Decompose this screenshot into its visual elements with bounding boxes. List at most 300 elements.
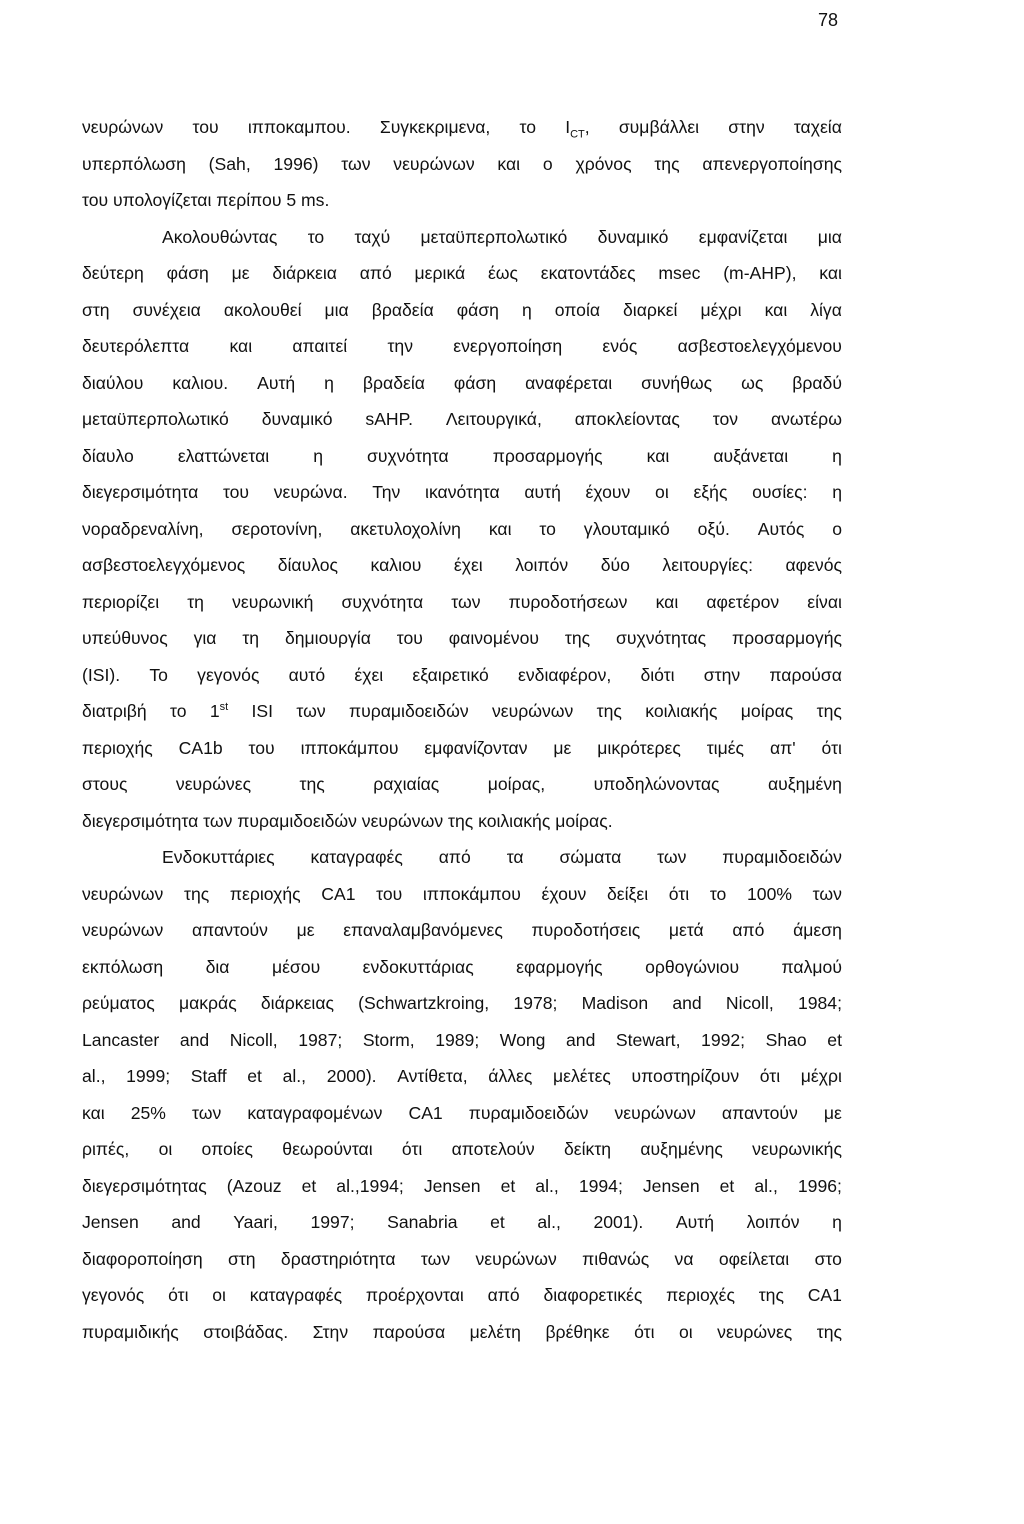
word: και [82,1102,105,1123]
word: πυραμιδοειδών [348,701,469,721]
word: CA1 [321,883,356,904]
word: Yaari, [233,1212,278,1232]
word: μέχρι [800,1066,842,1086]
word: διαφοροποίηση [82,1248,203,1269]
word: συχνότητας [615,628,707,648]
word: απαιτεί [292,336,348,356]
word: οξύ. [697,518,730,539]
word: ο [542,153,553,174]
word: et [719,1175,735,1196]
word: al., [82,1066,106,1086]
word: συνέχεια [132,299,201,320]
word: απενεργοποίησης [702,153,842,174]
word: νευρωνική [232,591,314,612]
word: δυναμικό [597,226,669,247]
word: αυξημένη [767,774,842,794]
word: καταγραφές [310,847,403,867]
text-line [82,657,842,694]
word: προσαρμογής [732,628,842,648]
word: με [296,920,315,940]
word: πυραμιδοειδών [722,847,842,867]
word: δείκτη [564,1139,612,1159]
word: μελέτες [553,1066,611,1086]
word: λίγα [810,299,842,320]
word: οποία [554,299,601,320]
word: ασβεστοελεγχόμενος [82,555,246,575]
word: στο [814,1248,842,1269]
word: et [490,1212,505,1232]
word: (Schwartzkroing, [358,993,490,1013]
word: και [764,299,788,320]
text-line [82,912,842,949]
word: Jensen [642,1175,700,1196]
word: εκπόλωση [82,956,164,977]
word: διαύλου [82,372,144,393]
word: τιμές [706,737,745,758]
word: Sanabria [387,1212,458,1232]
word: το [709,883,727,904]
word: άμεση [793,920,842,940]
word: έως [487,263,519,283]
word: Lancaster [82,1029,160,1050]
word: Jensen [423,1175,481,1196]
word: ότι [759,1066,781,1086]
word: Συγκεκριμενα, [379,117,491,137]
word: των [296,701,326,721]
text-line [82,766,842,803]
text-line [82,1241,842,1278]
word: CA1b [178,737,223,758]
word: ενδιαφέρον, [518,664,612,685]
word: θεωρούνται [282,1139,373,1159]
word: νευρώνων [82,920,164,940]
word: ιπποκάμπου [300,737,399,758]
word: περιοχές [666,1285,735,1305]
word: ακολουθεί [223,299,302,320]
word: διεγερσιμότητα [82,482,199,502]
text-line [82,1277,842,1314]
word: Αντίθετα, [397,1066,468,1086]
word: 1984; [797,993,842,1013]
word: γεγονός [82,1285,145,1305]
word: αυτό [288,664,326,685]
word: τα [506,847,524,867]
word: χρόνος [575,153,632,174]
word: της [596,701,622,721]
text-line [82,438,842,475]
word: των [420,1248,451,1269]
word: φάση [166,263,209,283]
text-line [82,328,842,365]
word: ότι [821,737,842,758]
word: νευρώνες [717,1321,793,1342]
word: νευρώνων [475,1248,557,1269]
text-line [82,219,842,256]
word: άλλες [488,1066,533,1086]
word: αποκλείοντας [574,409,680,429]
word: της [758,1285,784,1305]
word: το [307,226,325,247]
word: της [654,153,680,174]
word: νευρώνες [175,774,252,794]
word: νευρώνων [393,153,475,174]
word: συμβάλλει [618,117,700,137]
word: Jensen [82,1212,139,1232]
word: and [171,1212,201,1232]
word: νευρώνα. [273,482,348,502]
word: διάρκειας [260,993,334,1013]
word: νευρώνων [82,117,164,137]
word: σεροτονίνη, [231,518,323,539]
word: νευρώνων [491,701,574,721]
word: βραδεία [362,372,425,393]
word: δραστηριότητα [280,1248,396,1269]
text-line [82,401,842,438]
word: 1997; [310,1212,355,1232]
word: $I_{CT}$, [565,117,590,141]
word: γλουταμικό [583,518,670,539]
word: CA1 [807,1285,842,1305]
text-line [82,511,842,548]
word: η [832,482,842,502]
word: του [396,628,423,648]
word: αναφέρεται [525,372,613,393]
word: κοιλιακής [645,701,718,721]
word: CA1 [408,1102,443,1123]
word: et [301,1175,317,1196]
word: ορθογώνιου [645,956,740,977]
word: οποίες [201,1139,253,1159]
word: Madison [581,993,649,1013]
word: δείξει [606,883,649,904]
word: (Azouz [226,1175,282,1196]
word: του [192,117,219,137]
word: 1999; [126,1066,171,1086]
word: μακράς [178,993,237,1013]
text-line [82,365,842,402]
word: Το [149,664,168,685]
word: ικανότητα [425,482,500,502]
text-line [82,620,842,657]
word: δια [205,956,230,977]
word: η [324,372,334,393]
word: 2001). [593,1212,644,1232]
word: ότι [401,1139,423,1159]
word: et [500,1175,516,1196]
word: και [497,153,521,174]
word: μετά [668,920,704,940]
word: Στην [312,1321,349,1342]
word: ουσίες: [752,482,808,502]
word: 1994; [578,1175,623,1196]
word: and [672,993,702,1013]
word: καλιου. [172,372,229,393]
word: μέσου [271,956,321,977]
word: al., [282,1066,307,1086]
word: λειτουργίες: [662,555,753,575]
word: 100% [747,883,793,904]
word: ιπποκάμπου [422,883,521,904]
word: δευτερόλεπτα [82,336,190,356]
word: της [816,701,842,721]
text-line [82,255,842,292]
word: έχει [453,555,483,575]
word: Nicoll, [725,993,774,1013]
word: (m-AHP), [723,263,797,283]
word: νευρώνων [614,1102,696,1123]
word: Nicoll, [229,1029,278,1050]
word: Την [372,482,401,502]
word: από [438,847,471,867]
word: ανωτέρω [770,409,842,429]
word: υπερπόλωση [82,153,186,174]
word: βραδύ [792,372,842,393]
word: 1992; [701,1029,746,1050]
word: αυτή [524,482,561,502]
word: είναι [807,591,842,612]
word: διότι [640,664,675,685]
word: Ακολουθώντας [162,226,278,247]
word: διαφορετικές [543,1285,643,1305]
word: πυροδοτήσεις [531,920,641,940]
word: μεταϋπερπολωτικό [82,409,229,429]
word: αυξημένης [640,1139,723,1159]
word: Αυτή [675,1212,714,1232]
word: από [359,263,392,283]
word: εξαιρετικό [412,664,489,685]
word: φαινομένου [448,628,540,648]
word: δεύτερη [82,263,144,283]
word: υπεύθυνος [82,628,168,648]
word: υποστηρίζουν [631,1066,740,1086]
word: προέρχονται [365,1285,464,1305]
page-number: 78 [817,10,838,30]
word: συχνότητα [367,445,449,466]
text-line [82,474,842,511]
word: sAHP. [365,409,413,429]
word: συχνότητα [341,591,424,612]
word: πυραμιδοειδών [468,1102,589,1123]
word: 1987; [298,1029,343,1050]
word: στην [703,664,741,685]
word: al.,1994; [336,1175,404,1196]
word: τον [712,409,739,429]
word: διεγερσιμότητας [82,1175,207,1196]
word: περιορίζει [82,591,160,612]
word: οι [678,1321,693,1342]
word: της [564,628,591,648]
text-line [82,985,842,1022]
word: παλμού [781,956,842,977]
word: μεταϋπερπολωτικό [420,226,568,247]
word: από [732,920,765,940]
word: φάση [453,372,497,393]
word: στη [82,299,110,320]
text-line [82,876,842,913]
word: οι [158,1139,173,1159]
text-line: του υπολογίζεται περίπου 5 ms. [82,190,330,210]
word: μοίρας, [487,774,546,794]
word: του [248,737,275,758]
word: ISI [251,701,274,721]
word: ιπποκαμπου. [247,117,351,137]
word: ότι [168,1285,189,1305]
word: 1996) [273,153,319,174]
word: 1996; [797,1175,842,1196]
word: λοιπόν [746,1212,800,1232]
word: το [539,518,556,539]
word: Αυτή [257,372,296,393]
text-line [82,292,842,329]
word: Storm, [362,1029,415,1050]
word: ενεργοποίηση [453,336,563,356]
word: λοιπόν [515,555,569,575]
word: ελαττώνεται [177,445,270,466]
word: εκατοντάδες [540,263,636,283]
word: 1978; [513,993,558,1013]
word: απαντούν [191,920,268,940]
word: μέχρι [700,299,742,320]
word: νευρωνικής [752,1139,842,1159]
word: οι [212,1285,226,1305]
word: δίαυλο [82,445,134,466]
word: περιοχής [82,737,153,758]
word: 1989; [435,1029,480,1050]
word: και [655,591,679,612]
word: διατριβή [82,701,147,721]
word: Λειτουργικά, [445,409,542,429]
word: και [646,445,670,466]
word: 25% [130,1102,166,1123]
word: η [832,1212,842,1232]
word: al., [535,1175,559,1196]
word: ο [832,518,842,539]
word: φάση [456,299,499,320]
word: καλιου [370,555,422,575]
word: της [299,774,325,794]
word: βρέθηκε [545,1321,610,1342]
word: ραχιαίας [373,774,440,794]
word: και [229,336,253,356]
text-line [82,109,842,146]
word: στους [82,774,128,794]
text-line [82,949,842,986]
word: της [816,1321,842,1342]
word: προσαρμογής [492,445,603,466]
word: δημιουργία [284,628,371,648]
word: εμφανίζεται [698,226,788,247]
word: δίαυλος [277,555,339,575]
word: του [376,883,403,904]
text-line [82,693,842,730]
word: al., [754,1175,778,1196]
word: με [823,1102,842,1123]
word: των [192,1102,222,1123]
word: με [231,263,250,283]
word: ενός [602,336,638,356]
word: τη [187,591,204,612]
word: ταχύ [354,226,391,247]
word: 2000). [326,1066,377,1086]
text-line [82,1204,842,1241]
word: ακετυλοχολίνη [350,518,461,539]
word: μερικά [414,263,466,283]
text-line [82,730,842,767]
word: ασβεστοελεγχόμενου [677,336,842,356]
word: έχουν [585,482,631,502]
word: ως [741,372,764,393]
word: το [170,701,187,721]
word: των [341,153,371,174]
word: al., [537,1212,561,1232]
word: των [451,591,481,612]
word: and [566,1029,596,1050]
word: και [819,263,842,283]
word: αφετέρον [706,591,780,612]
text-line [82,839,842,876]
word: σώματα [559,847,622,867]
text-line [82,1131,842,1168]
word: ριπές, [82,1139,130,1159]
word: να [674,1248,694,1269]
text-line [82,1022,842,1059]
word: απαντούν [721,1102,798,1123]
word: την [387,336,414,356]
word: πυραμιδικής [82,1321,179,1342]
word: η [521,299,532,320]
word: του [222,482,250,502]
word: εξής [693,482,728,502]
word: καταγραφομένων [247,1102,383,1123]
word: αποτελούν [451,1139,535,1159]
word: Ενδοκυττάριες [162,847,275,867]
word: Αυτός [757,518,805,539]
word: στη [227,1248,256,1269]
word: Stewart, [615,1029,681,1050]
word: διάρκεια [272,263,337,283]
word: μελέτη [469,1321,521,1342]
word: στοιβάδας. [203,1321,289,1342]
word: ενδοκυττάριας [362,956,474,977]
word: msec [658,263,701,283]
word: Wong [499,1029,546,1050]
word: εμφανίζονταν [424,737,528,758]
word: ότι [634,1321,655,1342]
text-line [82,1314,842,1351]
word: παρούσα [769,664,842,685]
word: από [487,1285,520,1305]
word: της [184,883,210,904]
word: et [247,1066,262,1086]
word: καταγραφές [249,1285,343,1305]
word: βραδεία [371,299,434,320]
word: 1st [209,701,229,721]
word: η [832,445,842,466]
word: ταχεία [793,117,842,137]
word: Staff [190,1066,227,1086]
text-line [82,1095,842,1132]
text-line [82,146,842,183]
word: δύο [600,555,630,575]
word: απ' [769,737,796,758]
word: πιθανώς [582,1248,650,1269]
word: εφαρμογής [516,956,603,977]
text-line [82,547,842,584]
word: μια [817,226,842,247]
word: η [313,445,323,466]
word: αυξάνεται [713,445,789,466]
word: επαναλαμβανόμενες [343,920,503,940]
